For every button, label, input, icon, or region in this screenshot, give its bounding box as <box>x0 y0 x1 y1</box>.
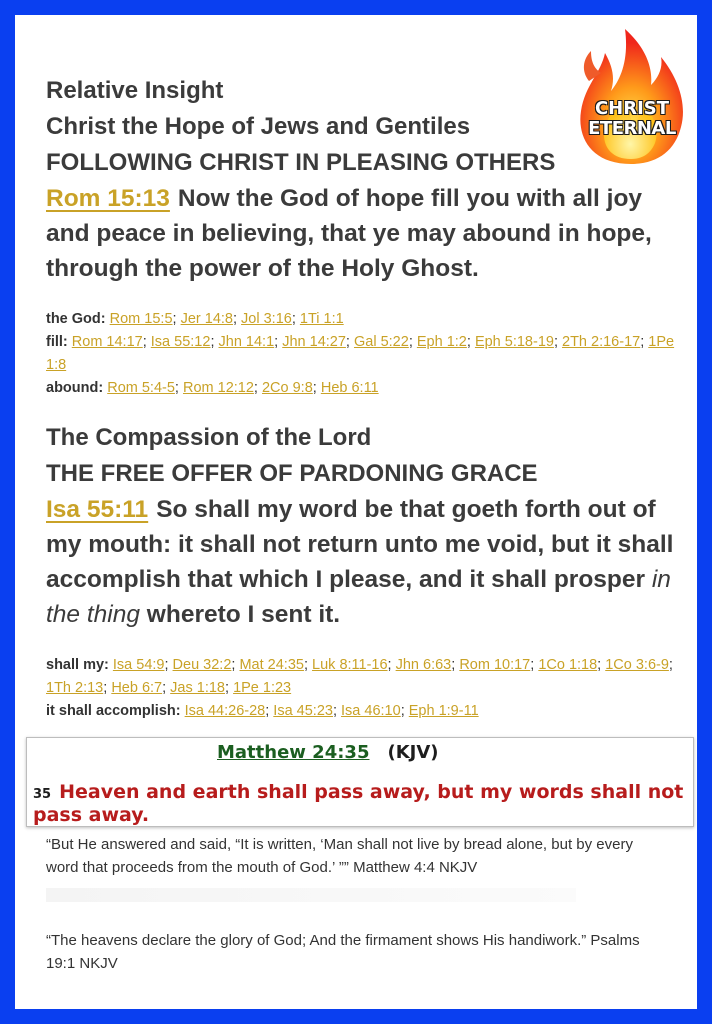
section2-heading-1: The Compassion of the Lord <box>46 424 372 451</box>
xref-link[interactable]: Jol 3:16 <box>241 311 292 327</box>
xref-link[interactable]: Jas 1:18 <box>170 680 225 696</box>
section1-heading-3: FOLLOWING CHRIST IN PLEASING OTHERS <box>46 149 556 176</box>
xref-line: the God: Rom 15:5; Jer 14:8; Jol 3:16; 1Ti 1:1 <box>46 311 344 327</box>
xref-link[interactable]: Rom 15:5 <box>109 311 173 327</box>
kjv-book-ref: Matthew 24:35 <box>217 742 370 763</box>
kjv-verse-number: 35 <box>33 787 52 802</box>
xref-link[interactable]: 1Pe 1:8 <box>46 334 675 373</box>
section1-heading-2: Christ the Hope of Jews and Gentiles <box>46 113 471 140</box>
xref-link[interactable]: 1Th 2:13 <box>46 680 104 696</box>
kjv-verse-body: Heaven and earth shall pass away, but my words shall not pass away. <box>33 781 684 826</box>
xref-link[interactable]: 1Co 3:6-9 <box>605 657 669 673</box>
xref-link[interactable]: Luk 8:11-16 <box>312 657 388 673</box>
verse-text: Now the God of hope fill you with all joy and peace in believing, that ye may abound in hope, through the power of the Holy Ghost. <box>46 185 652 282</box>
xref-link[interactable]: Rom 5:4-5 <box>107 380 175 396</box>
xref-link[interactable]: Jhn 6:63 <box>395 657 452 673</box>
badge-line-2: ETERNAL <box>588 118 676 139</box>
xref-link[interactable]: Jhn 14:27 <box>282 334 346 350</box>
xref-link[interactable]: Rom 14:17 <box>71 334 143 350</box>
xref-link[interactable]: Heb 6:7 <box>111 680 163 696</box>
kjv-verse-image <box>26 737 694 827</box>
xref-line: abound: Rom 5:4-5; Rom 12:12; 2Co 9:8; Heb 6:11 <box>46 380 379 396</box>
xref-link[interactable]: Jer 14:8 <box>180 311 233 327</box>
xref-link[interactable]: 1Ti 1:1 <box>299 311 344 327</box>
xref-link[interactable]: Eph 1:9-11 <box>408 703 479 719</box>
section1-heading-1: Relative Insight <box>46 77 224 104</box>
section2-heading-2: THE FREE OFFER OF PARDONING GRACE <box>46 460 538 487</box>
badge-text <box>571 99 693 139</box>
verse-text-italic: in the thing <box>46 566 671 628</box>
xref-link[interactable]: Jhn 14:1 <box>218 334 275 350</box>
verse-ref-link[interactable]: Rom 15:13 <box>46 185 170 212</box>
kjv-version: (KJV) <box>387 742 439 763</box>
xref-line: shall my: Isa 54:9; Deu 32:2; Mat 24:35; Luk 8:11-16; Jhn 6:63; Rom 10:17; 1Co 1:18; 1Co 3:6-9; 1Th 2:13; Heb 6:7; Jas 1:18; 1Pe 1:23 <box>46 657 673 696</box>
verse-text-part-1: So shall my word be that goeth forth out of my mouth: it shall not return unto me void, but it shall accomplish that which I please, and it shall prosper <box>46 496 674 593</box>
badge-line-1: CHRIST <box>594 98 670 119</box>
section1-xrefs <box>46 308 676 400</box>
xref-link[interactable]: 1Pe 1:23 <box>233 680 292 696</box>
section2-verse <box>46 492 676 632</box>
xref-link[interactable]: Isa 45:23 <box>273 703 333 719</box>
devotional-content <box>46 73 676 723</box>
xref-link[interactable]: Isa 44:26-28 <box>184 703 266 719</box>
xref-link[interactable]: Gal 5:22 <box>353 334 409 350</box>
kjv-verse-text <box>33 782 693 825</box>
xref-link[interactable]: Eph 5:18-19 <box>474 334 554 350</box>
christ-eternal-badge <box>571 19 693 169</box>
xref-link[interactable]: Rom 12:12 <box>182 380 254 396</box>
xref-link[interactable]: Isa 46:10 <box>341 703 401 719</box>
section2-xrefs <box>46 654 676 723</box>
verse-ref-link[interactable]: Isa 55:11 <box>46 496 149 523</box>
quote-matthew: “But He answered and said, “It is written, ‘Man shall not live by bread alone, but by every word that proceeds from the mouth of God.’ ”” Matthew 4:4 NKJV <box>46 836 633 876</box>
flame-icon <box>571 19 693 169</box>
page <box>15 15 697 1009</box>
xref-link[interactable]: 2Co 9:8 <box>261 380 313 396</box>
kjv-title <box>217 742 439 763</box>
quote-psalms: “The heavens declare the glory of God; And the firmament shows His handiwork.” Psalms 19:1 NKJV <box>46 932 640 972</box>
xref-label: it shall accomplish: <box>46 703 181 719</box>
xref-link[interactable]: Heb 6:11 <box>320 380 379 396</box>
xref-link[interactable]: Mat 24:35 <box>239 657 304 673</box>
xref-line: it shall accomplish: Isa 44:26-28; Isa 45:23; Isa 46:10; Eph 1:9-11 <box>46 703 479 719</box>
xref-label: the God: <box>46 311 106 327</box>
xref-link[interactable]: Isa 55:12 <box>150 334 211 350</box>
xref-link[interactable]: Eph 1:2 <box>416 334 467 350</box>
xref-link[interactable]: Rom 10:17 <box>459 657 531 673</box>
verse-text-part-2: whereto I sent it. <box>140 601 341 628</box>
xref-link[interactable]: Isa 54:9 <box>112 657 165 673</box>
xref-label: abound: <box>46 380 104 396</box>
section1-verse <box>46 181 676 286</box>
xref-label: fill: <box>46 334 68 350</box>
xref-link[interactable]: 1Co 1:18 <box>538 657 598 673</box>
xref-link[interactable]: 2Th 2:16-17 <box>562 334 641 350</box>
faded-strip <box>46 888 576 902</box>
xref-line: fill: Rom 14:17; Isa 55:12; Jhn 14:1; Jhn 14:27; Gal 5:22; Eph 1:2; Eph 5:18-19; 2Th 2:16-17; 1Pe 1:8 <box>46 334 675 373</box>
xref-label: shall my: <box>46 657 109 673</box>
xref-link[interactable]: Deu 32:2 <box>172 657 232 673</box>
